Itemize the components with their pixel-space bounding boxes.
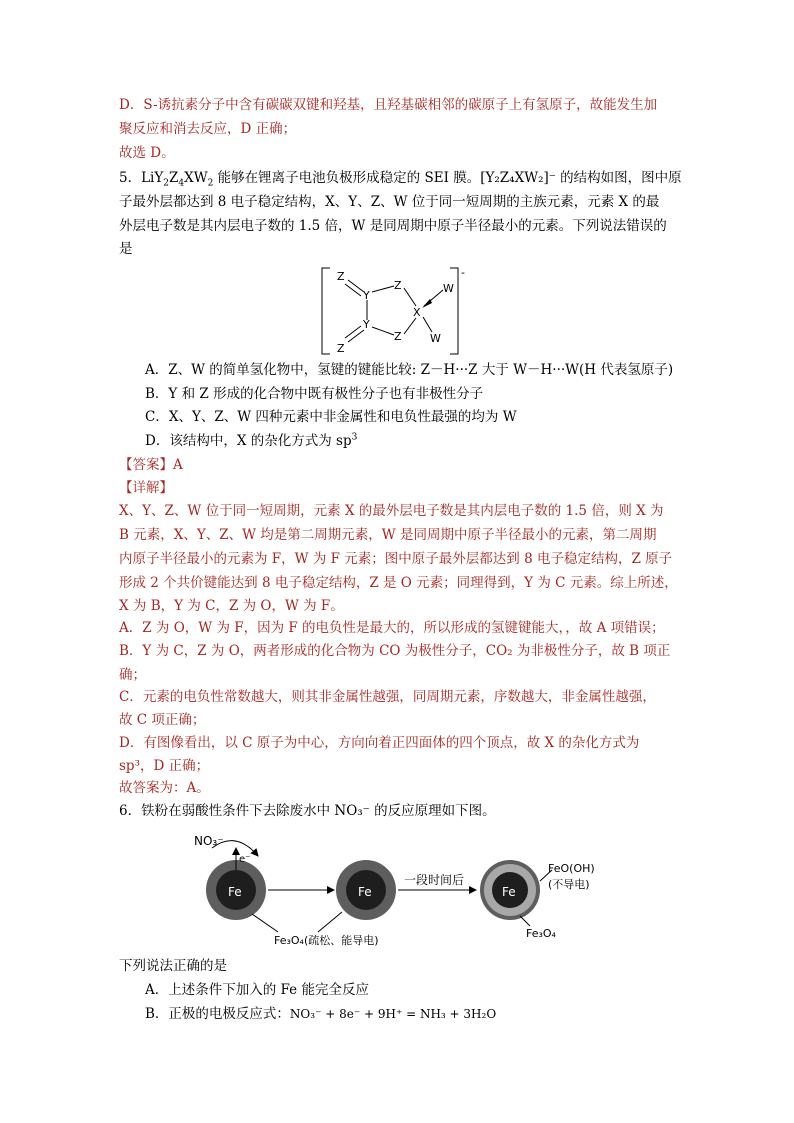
atom-z-bottom-left: Z bbox=[337, 342, 345, 355]
q5-option-c: C．X、Y、Z、W 四种元素中非金属性和电负性最强的均为 W bbox=[145, 409, 517, 425]
q5-structure-diagram bbox=[310, 262, 490, 360]
electron-label: e⁻ bbox=[239, 854, 251, 865]
q5-detail-line: X、Y、Z、W 位于同一短周期，元素 X 的最外层电子数是其内层电子数的 1.5 倍，则 X 为 bbox=[119, 503, 664, 519]
fe-core-label-1: Fe bbox=[228, 885, 242, 899]
q5-stem-line2: 子最外层都达到 8 电子稳定结构，X、Y、Z、W 位于同一短周期的主族元素，元素 X 的最 bbox=[119, 194, 660, 210]
q6-reaction-figure bbox=[190, 826, 620, 952]
q5-detail-line: 形成 2 个共价键能达到 8 电子稳定结构，Z 是 O 元素；同理得到，Y 为 C 元素。综上所述， bbox=[119, 575, 678, 591]
q5-detail-line: D．有图像看出，以 C 原子为中心，方向向着正四面体的四个顶点，故 X 的杂化方式为 bbox=[119, 735, 640, 751]
fe-core-label-3: Fe bbox=[502, 885, 516, 899]
q5-stem-line3: 外层电子数是其内层电子数的 1.5 倍，W 是同周期中原子半径最小的元素。下列说法错误的 bbox=[119, 218, 667, 234]
atom-y-bottom: Y bbox=[363, 318, 370, 331]
atom-w-lower: W bbox=[430, 332, 441, 345]
q5-detail-line: 故答案为：A。 bbox=[119, 780, 210, 796]
q5-formula: $LiY_2Z_4XW_2$ bbox=[141, 170, 214, 189]
q5-answer bbox=[119, 456, 183, 474]
atom-x: X bbox=[413, 306, 421, 319]
q6-option-b: B．正极的电极反应式：NO₃⁻ + 8e⁻ + 9H⁺ = NH₃ + 3H₂O bbox=[145, 1006, 497, 1022]
atom-z-top: Z bbox=[394, 279, 402, 292]
q5-detail-line: 内原子半径最小的元素为 F，W 为 F 元素；图中原子最外层都达到 8 电子稳定结构，Z 原子 bbox=[119, 551, 673, 567]
q5-detail-line: sp³，D 正确； bbox=[119, 758, 210, 774]
no3-label: NO₃⁻ bbox=[194, 834, 224, 848]
q5-bracket-formula: [Y₂Z₄XW₂]⁻ bbox=[480, 170, 556, 186]
q5-detail-line: B．Y 为 C，Z 为 O，两者形成的化合物为 CO 为极性分子，CO₂ 为非极性分子，故 B 项正 bbox=[119, 643, 671, 659]
answer-value: A bbox=[173, 457, 183, 473]
q5-stem-line1: 5．$LiY_2Z_4XW_2$ 能够在锂离子电池负极形成稳定的 SEI 膜。[Y₂Z₄XW₂]⁻ 的结构如图，图中原 bbox=[119, 170, 682, 189]
q5-detail-line: C．元素的电负性常数越大，则其非金属性越强，同周期元素，序数越大，非金属性越强， bbox=[119, 689, 656, 705]
atom-w-upper: W bbox=[443, 282, 454, 295]
prev-conclusion: 故选 D。 bbox=[119, 145, 175, 161]
q6-stem: 6．铁粉在弱酸性条件下去除废水中 NO₃⁻ 的反应原理如下图。 bbox=[119, 803, 496, 819]
q5-detail-line: A．Z 为 O，W 为 F，因为 F 的电负性是最大的，所以形成的氢键键能大，，故 A 项错误； bbox=[119, 620, 665, 636]
prev-d-line2: 聚反应和消去反应，D 正确； bbox=[119, 121, 297, 137]
q5-option-a: A．Z、W 的简单氢化物中，氢键的键能比较: Z－H···Z 大于 W－H···W(H 代表氢原子) bbox=[145, 362, 674, 378]
charge-sign: - bbox=[461, 266, 465, 279]
q5-option-d: D．该结构中，X 的杂化方式为 $sp^3$ bbox=[145, 432, 358, 449]
arrow-label: 一段时间后 bbox=[404, 873, 465, 887]
q6-prompt: 下列说法正确的是 bbox=[119, 958, 227, 974]
q5-detail-line: 确； bbox=[119, 667, 146, 683]
answer-label: 【答案】 bbox=[119, 457, 173, 473]
fe3o4-bottom-label: Fe₃O₄(疏松、能导电) bbox=[274, 934, 379, 947]
q5-detail-line: 故 C 项正确； bbox=[119, 712, 206, 728]
q5-option-b: B．Y 和 Z 形成的化合物中既有极性分子也有非极性分子 bbox=[145, 386, 484, 402]
atom-y-top: Y bbox=[363, 289, 370, 302]
q5-detail-line: X 为 B，Y 为 C，Z 为 O，W 为 F。 bbox=[119, 598, 344, 614]
q5-detail-label: 【详解】 bbox=[119, 480, 173, 496]
q5-detail-line: B 元素，X、Y、Z、W 均是第二周期元素，W 是同周期中原子半径最小的元素，第二周期 bbox=[119, 527, 657, 543]
q5-stem-line4: 是 bbox=[119, 241, 133, 257]
atom-z-top-left: Z bbox=[337, 270, 345, 283]
prev-d-line1: D．S-诱抗素分子中含有碳碳双键和羟基，且羟基碳相邻的碳原子上有氢原子，故能发生加 bbox=[119, 97, 658, 113]
fe3o4-right-label: Fe₃O₄ bbox=[526, 927, 556, 940]
atom-z-bottom: Z bbox=[394, 330, 402, 343]
feooh-label: FeO(OH) bbox=[548, 862, 595, 875]
q6-option-a: A．上述条件下加入的 Fe 能完全反应 bbox=[145, 982, 369, 998]
q6-option-b-equation: NO₃⁻ + 8e⁻ + 9H⁺ = NH₃ + 3H₂O bbox=[289, 1007, 497, 1021]
feooh-note: (不导电) bbox=[548, 878, 590, 891]
fe-core-label-2: Fe bbox=[358, 885, 372, 899]
q5-number: 5． bbox=[119, 170, 142, 186]
